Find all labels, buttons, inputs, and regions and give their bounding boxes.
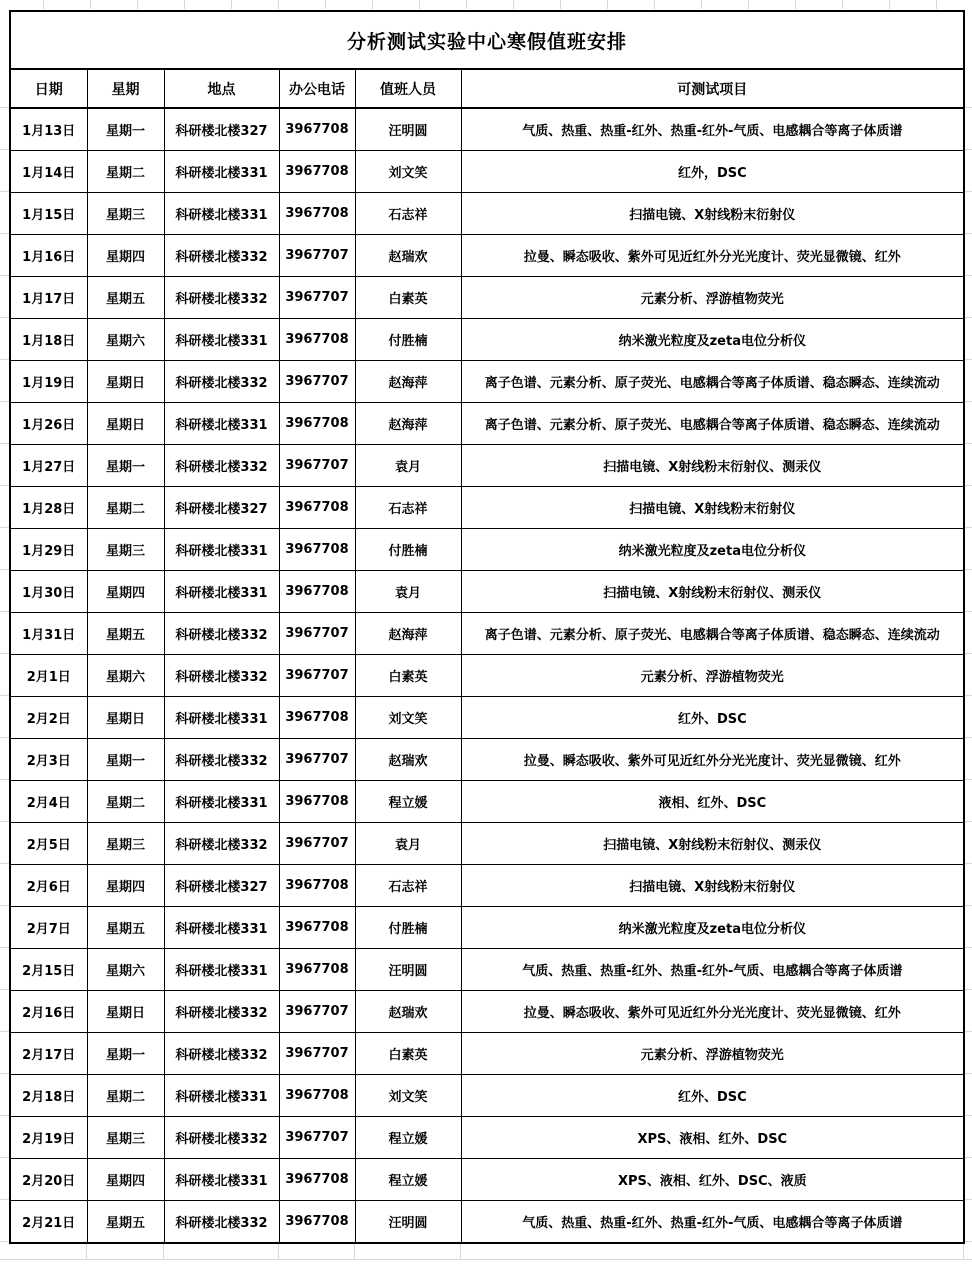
table-header-row <box>10 69 964 108</box>
cell-person: 袁月 <box>355 445 461 487</box>
cell-date: 1月18日 <box>10 319 87 361</box>
cell-date: 1月17日 <box>10 277 87 319</box>
cell-items: 元素分析、浮游植物荧光 <box>461 277 964 319</box>
column-header-person: 值班人员 <box>355 69 461 108</box>
cell-items: 扫描电镜、X射线粉末衍射仪 <box>461 193 964 235</box>
cell-phone: 3967708 <box>279 1075 355 1117</box>
cell-person: 石志祥 <box>355 487 461 529</box>
cell-location: 科研楼北楼332 <box>164 823 279 865</box>
cell-items: 纳米激光粒度及zeta电位分析仪 <box>461 529 964 571</box>
cell-items: 元素分析、浮游植物荧光 <box>461 655 964 697</box>
cell-weekday: 星期二 <box>87 487 164 529</box>
table-row <box>10 739 964 781</box>
cell-date: 2月16日 <box>10 991 87 1033</box>
cell-items: 气质、热重、热重-红外、热重-红外-气质、电感耦合等离子体质谱 <box>461 1201 964 1244</box>
cell-phone: 3967707 <box>279 235 355 277</box>
cell-phone: 3967708 <box>279 949 355 991</box>
table-row <box>10 865 964 907</box>
cell-items: 液相、红外、DSC <box>461 781 964 823</box>
cell-items: 气质、热重、热重-红外、热重-红外-气质、电感耦合等离子体质谱 <box>461 949 964 991</box>
cell-phone: 3967708 <box>279 781 355 823</box>
table-row <box>10 1075 964 1117</box>
table-row <box>10 108 964 151</box>
cell-items: 元素分析、浮游植物荧光 <box>461 1033 964 1075</box>
cell-weekday: 星期一 <box>87 739 164 781</box>
cell-location: 科研楼北楼331 <box>164 1075 279 1117</box>
cell-weekday: 星期三 <box>87 193 164 235</box>
cell-person: 赵瑞欢 <box>355 235 461 277</box>
cell-location: 科研楼北楼332 <box>164 1117 279 1159</box>
cell-date: 1月14日 <box>10 151 87 193</box>
cell-person: 袁月 <box>355 571 461 613</box>
cell-person: 刘文笑 <box>355 151 461 193</box>
cell-weekday: 星期四 <box>87 865 164 907</box>
cell-date: 1月16日 <box>10 235 87 277</box>
cell-person: 汪明圆 <box>355 949 461 991</box>
cell-location: 科研楼北楼331 <box>164 1159 279 1201</box>
table-row <box>10 571 964 613</box>
table-row <box>10 1033 964 1075</box>
cell-location: 科研楼北楼331 <box>164 781 279 823</box>
cell-date: 2月3日 <box>10 739 87 781</box>
spreadsheet-gridline-stub <box>963 1242 964 1259</box>
table-row <box>10 445 964 487</box>
cell-phone: 3967707 <box>279 277 355 319</box>
cell-weekday: 星期二 <box>87 1075 164 1117</box>
column-header-weekday: 星期 <box>87 69 164 108</box>
cell-date: 2月5日 <box>10 823 87 865</box>
cell-items: 扫描电镜、X射线粉末衍射仪 <box>461 487 964 529</box>
cell-location: 科研楼北楼332 <box>164 445 279 487</box>
cell-items: 拉曼、瞬态吸收、紫外可见近红外分光光度计、荧光显微镜、红外 <box>461 739 964 781</box>
table-row <box>10 1159 964 1201</box>
table-body <box>10 108 964 1243</box>
cell-items: 红外，DSC <box>461 151 964 193</box>
cell-phone: 3967708 <box>279 487 355 529</box>
spreadsheet-gridline-stub <box>354 1242 355 1259</box>
cell-date: 1月13日 <box>10 108 87 151</box>
cell-items: 红外、DSC <box>461 697 964 739</box>
cell-date: 2月2日 <box>10 697 87 739</box>
cell-location: 科研楼北楼332 <box>164 739 279 781</box>
cell-person: 汪明圆 <box>355 1201 461 1244</box>
cell-person: 程立媛 <box>355 781 461 823</box>
column-header-phone: 办公电话 <box>279 69 355 108</box>
cell-phone: 3967707 <box>279 445 355 487</box>
cell-person: 白素英 <box>355 655 461 697</box>
cell-location: 科研楼北楼331 <box>164 151 279 193</box>
cell-items: 扫描电镜、X射线粉末衍射仪 <box>461 865 964 907</box>
cell-person: 白素英 <box>355 1033 461 1075</box>
column-header-items: 可测试项目 <box>461 69 964 108</box>
cell-weekday: 星期一 <box>87 445 164 487</box>
cell-location: 科研楼北楼331 <box>164 907 279 949</box>
cell-date: 1月31日 <box>10 613 87 655</box>
cell-phone: 3967708 <box>279 865 355 907</box>
cell-items: XPS、液相、红外、DSC、液质 <box>461 1159 964 1201</box>
cell-location: 科研楼北楼332 <box>164 1201 279 1244</box>
column-header-date: 日期 <box>10 69 87 108</box>
cell-person: 程立媛 <box>355 1117 461 1159</box>
cell-weekday: 星期四 <box>87 1159 164 1201</box>
cell-person: 付胜楠 <box>355 319 461 361</box>
cell-items: 纳米激光粒度及zeta电位分析仪 <box>461 907 964 949</box>
cell-person: 袁月 <box>355 823 461 865</box>
cell-weekday: 星期日 <box>87 361 164 403</box>
cell-person: 白素英 <box>355 277 461 319</box>
cell-items: 拉曼、瞬态吸收、紫外可见近红外分光光度计、荧光显微镜、红外 <box>461 991 964 1033</box>
cell-weekday: 星期二 <box>87 781 164 823</box>
cell-location: 科研楼北楼331 <box>164 949 279 991</box>
cell-location: 科研楼北楼332 <box>164 655 279 697</box>
cell-location: 科研楼北楼327 <box>164 108 279 151</box>
page-title: 分析测试实验中心寒假值班安排 <box>10 11 964 69</box>
cell-items: 拉曼、瞬态吸收、紫外可见近红外分光光度计、荧光显微镜、红外 <box>461 235 964 277</box>
cell-date: 2月7日 <box>10 907 87 949</box>
cell-date: 2月1日 <box>10 655 87 697</box>
cell-phone: 3967708 <box>279 151 355 193</box>
cell-location: 科研楼北楼331 <box>164 403 279 445</box>
cell-phone: 3967708 <box>279 907 355 949</box>
cell-phone: 3967708 <box>279 571 355 613</box>
cell-location: 科研楼北楼331 <box>164 193 279 235</box>
cell-phone: 3967707 <box>279 739 355 781</box>
table-row <box>10 151 964 193</box>
cell-person: 赵瑞欢 <box>355 991 461 1033</box>
cell-weekday: 星期日 <box>87 991 164 1033</box>
cell-items: 扫描电镜、X射线粉末衍射仪、测汞仪 <box>461 823 964 865</box>
cell-phone: 3967707 <box>279 991 355 1033</box>
cell-date: 2月19日 <box>10 1117 87 1159</box>
table-row <box>10 1117 964 1159</box>
cell-person: 付胜楠 <box>355 529 461 571</box>
cell-weekday: 星期六 <box>87 319 164 361</box>
cell-date: 1月30日 <box>10 571 87 613</box>
cell-location: 科研楼北楼332 <box>164 235 279 277</box>
cell-person: 赵海萍 <box>355 361 461 403</box>
cell-person: 赵瑞欢 <box>355 739 461 781</box>
cell-location: 科研楼北楼332 <box>164 277 279 319</box>
table-row <box>10 277 964 319</box>
spreadsheet-gridlines-right <box>964 66 972 1246</box>
table-row <box>10 235 964 277</box>
spreadsheet-gridline-stub <box>86 1242 87 1259</box>
cell-items: 纳米激光粒度及zeta电位分析仪 <box>461 319 964 361</box>
cell-items: 气质、热重、热重-红外、热重-红外-气质、电感耦合等离子体质谱 <box>461 108 964 151</box>
table-row <box>10 361 964 403</box>
cell-location: 科研楼北楼332 <box>164 991 279 1033</box>
cell-date: 1月26日 <box>10 403 87 445</box>
cell-date: 2月17日 <box>10 1033 87 1075</box>
cell-date: 2月18日 <box>10 1075 87 1117</box>
cell-phone: 3967708 <box>279 697 355 739</box>
cell-weekday: 星期三 <box>87 823 164 865</box>
cell-weekday: 星期一 <box>87 108 164 151</box>
cell-items: 扫描电镜、X射线粉末衍射仪、测汞仪 <box>461 445 964 487</box>
cell-items: XPS、液相、红外、DSC <box>461 1117 964 1159</box>
cell-phone: 3967708 <box>279 1201 355 1244</box>
table-row <box>10 823 964 865</box>
spreadsheet-gridline-stub <box>163 1242 164 1259</box>
table-row <box>10 193 964 235</box>
table-row <box>10 403 964 445</box>
cell-items: 离子色谱、元素分析、原子荧光、电感耦合等离子体质谱、稳态瞬态、连续流动 <box>461 403 964 445</box>
cell-phone: 3967707 <box>279 1033 355 1075</box>
cell-person: 付胜楠 <box>355 907 461 949</box>
table-row <box>10 487 964 529</box>
cell-items: 离子色谱、元素分析、原子荧光、电感耦合等离子体质谱、稳态瞬态、连续流动 <box>461 361 964 403</box>
cell-location: 科研楼北楼331 <box>164 571 279 613</box>
cell-date: 1月19日 <box>10 361 87 403</box>
cell-person: 石志祥 <box>355 193 461 235</box>
cell-phone: 3967707 <box>279 1117 355 1159</box>
cell-date: 1月15日 <box>10 193 87 235</box>
cell-phone: 3967708 <box>279 319 355 361</box>
cell-weekday: 星期六 <box>87 655 164 697</box>
cell-date: 1月28日 <box>10 487 87 529</box>
table-row <box>10 991 964 1033</box>
spreadsheet-gridlines-top <box>0 0 972 9</box>
table-row <box>10 319 964 361</box>
cell-location: 科研楼北楼331 <box>164 529 279 571</box>
cell-person: 刘文笑 <box>355 697 461 739</box>
cell-weekday: 星期日 <box>87 403 164 445</box>
column-header-location: 地点 <box>164 69 279 108</box>
cell-weekday: 星期日 <box>87 697 164 739</box>
cell-phone: 3967707 <box>279 361 355 403</box>
cell-items: 扫描电镜、X射线粉末衍射仪、测汞仪 <box>461 571 964 613</box>
spreadsheet-gridline-stub <box>278 1242 279 1259</box>
table-row <box>10 1201 964 1244</box>
cell-date: 2月6日 <box>10 865 87 907</box>
cell-phone: 3967707 <box>279 613 355 655</box>
cell-location: 科研楼北楼332 <box>164 361 279 403</box>
cell-weekday: 星期三 <box>87 1117 164 1159</box>
cell-date: 2月20日 <box>10 1159 87 1201</box>
cell-items: 离子色谱、元素分析、原子荧光、电感耦合等离子体质谱、稳态瞬态、连续流动 <box>461 613 964 655</box>
cell-location: 科研楼北楼332 <box>164 613 279 655</box>
table-row <box>10 949 964 991</box>
cell-weekday: 星期三 <box>87 529 164 571</box>
cell-phone: 3967708 <box>279 193 355 235</box>
cell-person: 汪明圆 <box>355 108 461 151</box>
spreadsheet-gridline-bottom <box>0 1259 972 1260</box>
cell-weekday: 星期五 <box>87 277 164 319</box>
cell-phone: 3967708 <box>279 108 355 151</box>
spreadsheet-gridlines-left <box>0 66 9 1246</box>
duty-schedule-table <box>9 10 965 1244</box>
cell-person: 赵海萍 <box>355 403 461 445</box>
cell-date: 2月15日 <box>10 949 87 991</box>
table-row <box>10 781 964 823</box>
cell-weekday: 星期五 <box>87 907 164 949</box>
table-title-row <box>10 11 964 69</box>
cell-phone: 3967708 <box>279 1159 355 1201</box>
cell-weekday: 星期二 <box>87 151 164 193</box>
spreadsheet-gridline-stub <box>460 1242 461 1259</box>
cell-person: 石志祥 <box>355 865 461 907</box>
cell-person: 程立媛 <box>355 1159 461 1201</box>
cell-location: 科研楼北楼331 <box>164 697 279 739</box>
table-row <box>10 529 964 571</box>
cell-location: 科研楼北楼327 <box>164 487 279 529</box>
cell-phone: 3967707 <box>279 823 355 865</box>
cell-phone: 3967707 <box>279 655 355 697</box>
cell-weekday: 星期四 <box>87 235 164 277</box>
cell-date: 1月29日 <box>10 529 87 571</box>
cell-location: 科研楼北楼327 <box>164 865 279 907</box>
cell-weekday: 星期五 <box>87 613 164 655</box>
cell-person: 赵海萍 <box>355 613 461 655</box>
cell-weekday: 星期一 <box>87 1033 164 1075</box>
cell-date: 2月4日 <box>10 781 87 823</box>
table-row <box>10 697 964 739</box>
cell-phone: 3967708 <box>279 529 355 571</box>
cell-date: 1月27日 <box>10 445 87 487</box>
cell-phone: 3967708 <box>279 403 355 445</box>
table-row <box>10 907 964 949</box>
cell-location: 科研楼北楼332 <box>164 1033 279 1075</box>
table-row <box>10 655 964 697</box>
cell-weekday: 星期四 <box>87 571 164 613</box>
table-row <box>10 613 964 655</box>
cell-person: 刘文笑 <box>355 1075 461 1117</box>
cell-items: 红外、DSC <box>461 1075 964 1117</box>
cell-date: 2月21日 <box>10 1201 87 1244</box>
cell-weekday: 星期五 <box>87 1201 164 1244</box>
cell-location: 科研楼北楼331 <box>164 319 279 361</box>
cell-weekday: 星期六 <box>87 949 164 991</box>
